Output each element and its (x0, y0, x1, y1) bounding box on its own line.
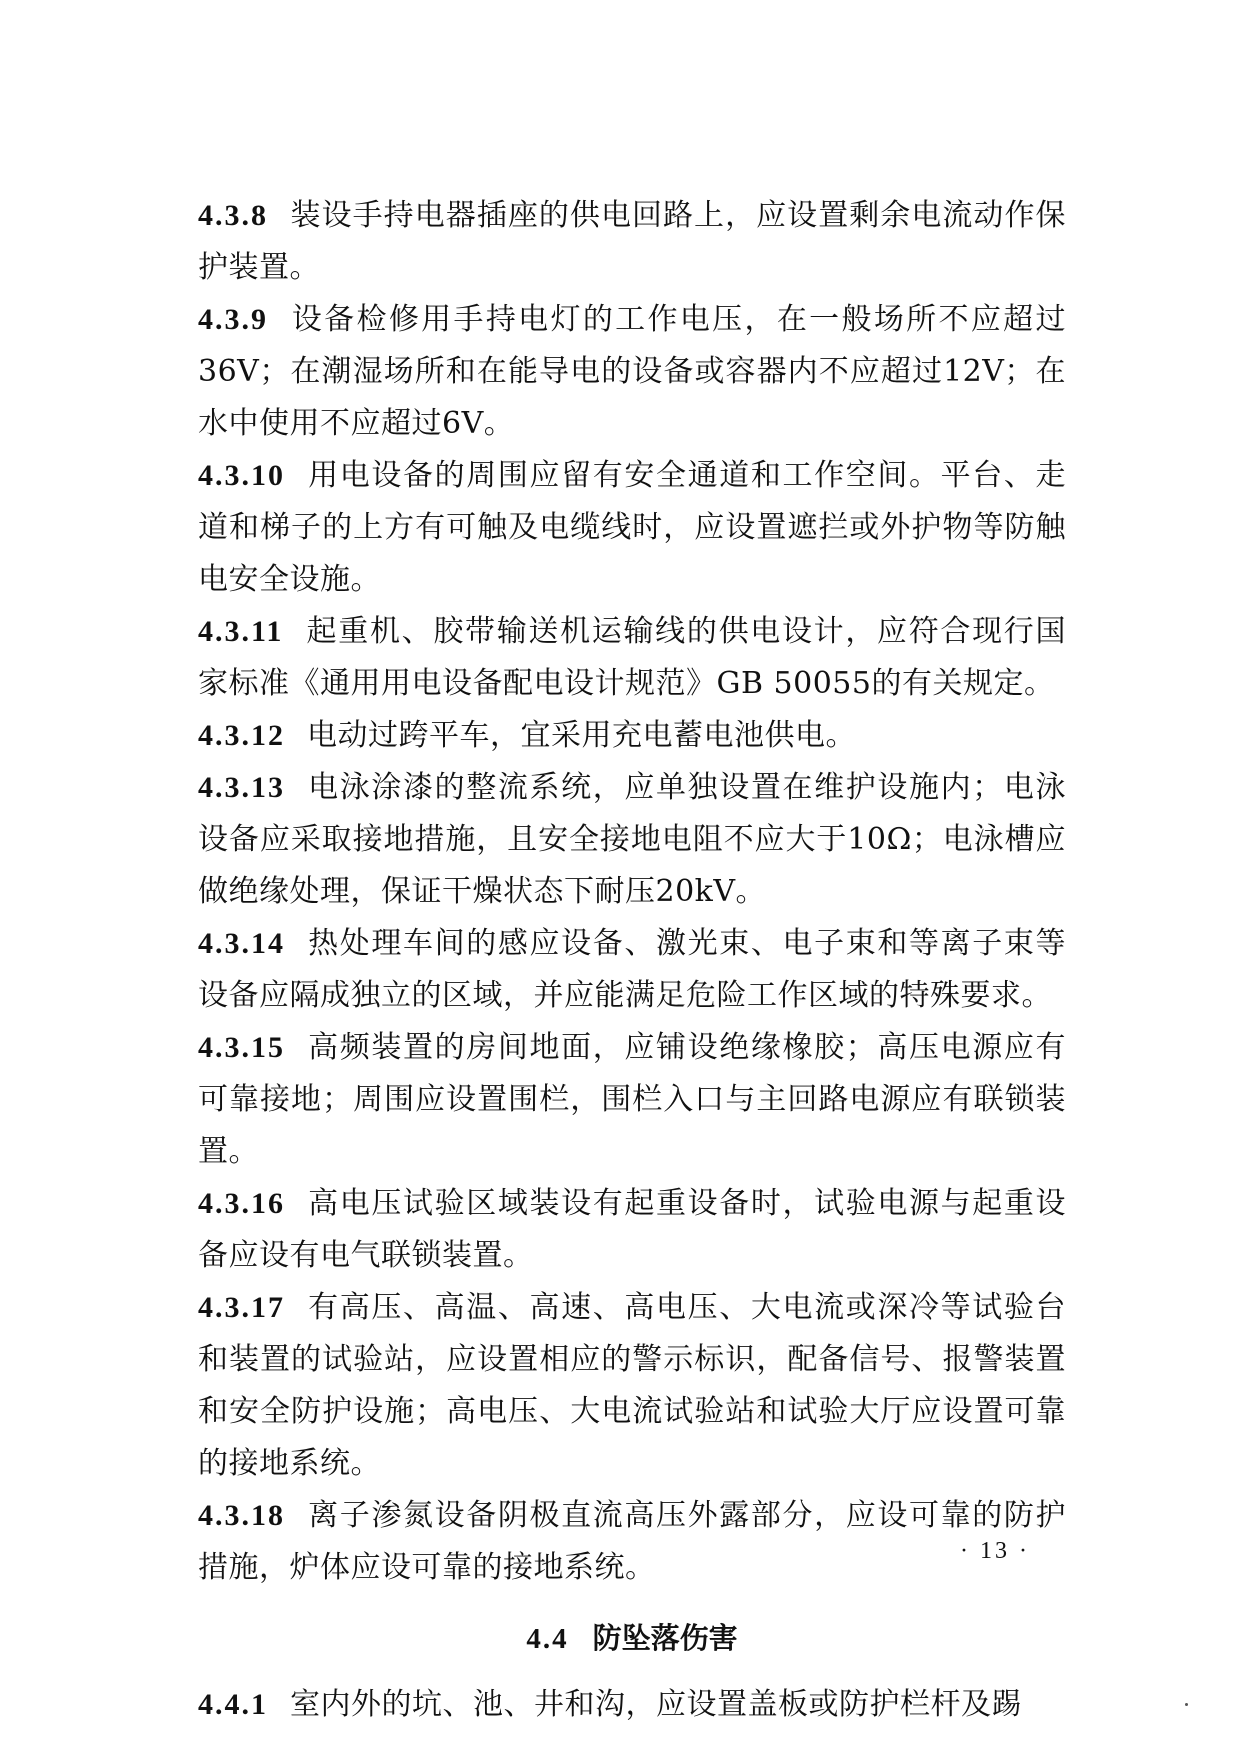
clause-number: 4.3.15 (198, 1031, 285, 1064)
clause-number: 4.3.16 (198, 1187, 285, 1220)
clause-4-3-14 (198, 918, 1066, 1022)
body-text (198, 190, 1066, 1731)
clause-text: 高电压试验区域装设有起重设备时，试验电源与起重设备应设有电气联锁装置。 (198, 1186, 1066, 1273)
clause-4-3-18 (198, 1490, 1066, 1594)
clause-4-3-10 (198, 450, 1066, 606)
clause-4-3-8 (198, 190, 1066, 294)
clause-text: 设备检修用手持电灯的工作电压，在一般场所不应超过36V；在潮湿场所和在能导电的设备或容器内不应超过12V；在水中使用不应超过6V。 (198, 302, 1066, 441)
section-heading (198, 1612, 1066, 1665)
clause-4-3-16 (198, 1178, 1066, 1282)
clause-text: 电泳涂漆的整流系统，应单独设置在维护设施内；电泳设备应采取接地措施，且安全接地电阻不应大于10Ω；电泳槽应做绝缘处理，保证干燥状态下耐压20kV。 (198, 770, 1066, 909)
clause-4-3-12 (198, 710, 1066, 762)
clause-4-3-17 (198, 1282, 1066, 1490)
clause-4-3-13 (198, 762, 1066, 918)
page-number: · 13 · (960, 1538, 1030, 1564)
clause-text: 起重机、胶带输送机运输线的供电设计，应符合现行国家标准《通用用电设备配电设计规范》GB 50055的有关规定。 (198, 614, 1066, 701)
clause-text: 用电设备的周围应留有安全通道和工作空间。平台、走道和梯子的上方有可触及电缆线时，应设置遮拦或外护物等防触电安全设施。 (198, 458, 1066, 597)
clause-number: 4.3.10 (198, 459, 285, 492)
clause-4-4-1 (198, 1679, 1066, 1731)
clause-text: 装设手持电器插座的供电回路上，应设置剩余电流动作保护装置。 (198, 198, 1066, 285)
clause-text: 热处理车间的感应设备、激光束、电子束和等离子束等设备应隔成独立的区域，并应能满足危险工作区域的特殊要求。 (198, 926, 1066, 1013)
clause-number: 4.4.1 (198, 1688, 268, 1721)
clause-4-3-15 (198, 1022, 1066, 1178)
clause-number: 4.3.9 (198, 303, 268, 336)
clause-number: 4.3.17 (198, 1291, 285, 1324)
clause-number: 4.3.18 (198, 1499, 285, 1532)
clause-4-3-9 (198, 294, 1066, 450)
clause-number: 4.3.12 (198, 719, 285, 752)
clause-number: 4.3.13 (198, 771, 285, 804)
clause-text: 有高压、高温、高速、高电压、大电流或深冷等试验台和装置的试验站，应设置相应的警示标识，配备信号、报警装置和安全防护设施；高电压、大电流试验站和试验大厅应设置可靠的接地系统。 (198, 1290, 1066, 1481)
clause-number: 4.3.11 (198, 615, 284, 648)
clause-text: 高频装置的房间地面，应铺设绝缘橡胶；高压电源应有可靠接地；周围应设置围栏，围栏入口与主回路电源应有联锁装置。 (198, 1030, 1066, 1169)
clause-text: 离子渗氮设备阴极直流高压外露部分，应设可靠的防护措施，炉体应设可靠的接地系统。 (198, 1498, 1066, 1585)
clause-text: 电动过跨平车，宜采用充电蓄电池供电。 (307, 718, 856, 753)
scan-artifact-dot (1185, 1703, 1188, 1706)
clause-number: 4.3.8 (198, 199, 268, 232)
clause-4-3-11 (198, 606, 1066, 710)
clause-number: 4.3.14 (198, 927, 285, 960)
section-number: 4.4 (526, 1623, 569, 1655)
clause-text: 室内外的坑、池、井和沟，应设置盖板或防护栏杆及踢 (290, 1687, 1022, 1722)
section-title: 防坠落伤害 (592, 1621, 738, 1655)
